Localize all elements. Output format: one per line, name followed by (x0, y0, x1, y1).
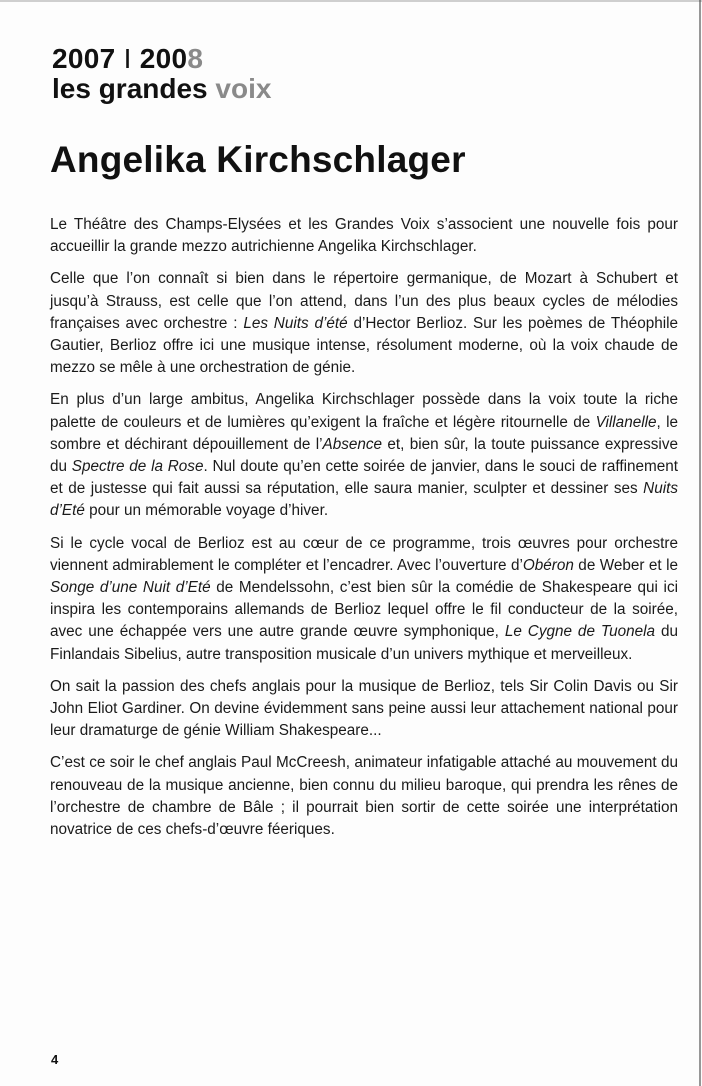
text-run: Celle que l’on connaît si bien dans le répertoire germanique, de Mozart à Schubert et jusqu’à Strauss, est celle que l’on attend, dans l’un des plus beaux cycles de mélodies françaises avec orchestre : (50, 270, 678, 332)
italic-title-run: Nuits d’Eté (50, 480, 678, 520)
text-run: du Finlandais Sibelius, autre transposition musicale d’un univers mythique et merveilleux. (50, 623, 678, 663)
text-run: En plus d’un large ambitus, Angelika Kirchschlager possède dans la voix toute la riche palette de couleurs et de lumières qu’exigent la fraîche et légère ritournelle de (50, 391, 678, 431)
italic-title-run: Songe d’une Nuit d’Eté (50, 579, 211, 597)
year-start: 2007 (52, 43, 116, 74)
text-run: pour un mémorable voyage d’hiver. (84, 502, 329, 520)
italic-title-run: Les Nuits d’été (243, 314, 348, 332)
series-name (52, 74, 271, 104)
text-run: de Mendelssohn, c’est bien sûr la comédie de Shakespeare qui ici inspira les contemporains allemands de Berlioz lequel offre le fil conducteur de la soirée, avec une échappée vers une autre grande œuvre symphonique, (50, 579, 679, 641)
body-paragraph (50, 214, 678, 258)
body-paragraph (50, 533, 678, 666)
text-run: de Weber et le (573, 556, 678, 574)
italic-title-run: Obéron (522, 556, 574, 574)
series-main: les grandes (52, 73, 208, 104)
text-run: et, bien sûr, la toute puissance expressive du (50, 435, 678, 476)
page-title: Angelika Kirchschlager (50, 139, 466, 180)
text-run: . Nul doute qu’en cette soirée de janvier, dans le souci de raffinement et de justesse qui fait aussi sa réputation, elle saura manier, sculpter et dessiner ses (50, 458, 679, 498)
body-paragraph (50, 752, 678, 841)
page-number: 4 (51, 1052, 59, 1067)
text-run: Si le cycle vocal de Berlioz est au cœur de ce programme, trois œuvres pour orchestre viennent admirablement le compléter et l’encadrer. Avec l’ouverture d’ (50, 534, 678, 574)
italic-title-run: Le Cygne de Tuonela (504, 623, 656, 641)
year-end-accent: 8 (187, 43, 204, 74)
season-years (52, 44, 271, 74)
year-separator: I (123, 43, 132, 74)
body-paragraph (50, 389, 678, 522)
scan-edge-top (0, 0, 702, 2)
year-end-main: 200 (139, 43, 188, 74)
italic-title-run: Absence (322, 435, 383, 453)
text-run: Le Théâtre des Champs-Elysées et les Grandes Voix s’associent une nouvelle fois pour accueillir la grande mezzo autrichienne Angelika Kirchschlager. (50, 216, 678, 256)
text-run: On sait la passion des chefs anglais pour la musique de Berlioz, tels Sir Colin Davis ou Sir John Eliot Gardiner. On devine évidemment sans peine aussi leur attachement national pour leur dramaturge de génie William Shakespeare... (50, 677, 678, 740)
italic-title-run: Spectre de la Rose (71, 458, 204, 476)
text-run: , le sombre et déchirant dépouillement de l’ (50, 413, 679, 453)
text-run: C’est ce soir le chef anglais Paul McCreesh, animateur infatigable attaché au mouvement du renouveau de la musique ancienne, bien connu du milieu baroque, qui prendra les rênes de l’orchestre de chambre de Bâle ; il pourrait bien sortir de cette soirée une interprétation novatrice de ces chefs-d’œuvre féeriques. (50, 754, 678, 839)
italic-title-run: Villanelle (595, 413, 657, 431)
text-run: d’Hector Berlioz. Sur les poèmes de Théophile Gautier, Berlioz offre ici une musique intense, résolument moderne, où la voix chaude de mezzo se mêle à une orchestration de génie. (50, 314, 679, 377)
article-body (50, 214, 678, 851)
season-header (52, 44, 271, 104)
series-accent: voix (215, 73, 272, 104)
body-paragraph (50, 676, 678, 743)
body-paragraph (50, 268, 678, 379)
